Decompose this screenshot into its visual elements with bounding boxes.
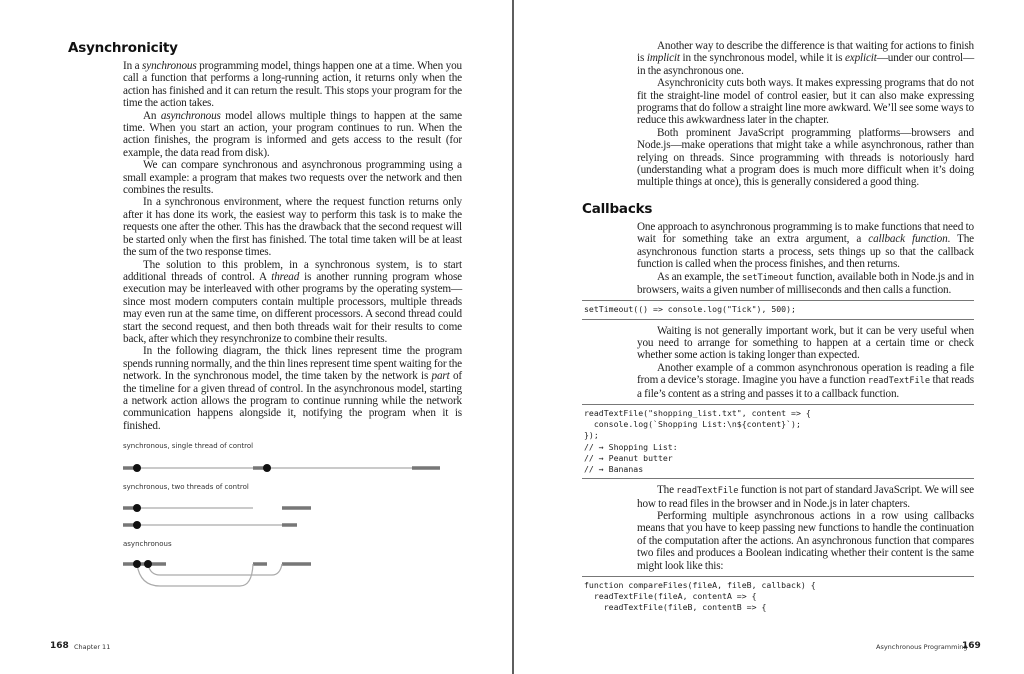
paragraph: An asynchronous model allows multiple things to happen at the same time. When you start an action, your program continues to run. When the action finishes, the program is informed and gets access to the result (for example, the data read from disk). [123,109,462,159]
page-number-right: 169 [962,641,981,651]
diagram-label-single-thread: synchronous, single thread of control [123,442,254,451]
right-body-top [637,40,974,189]
left-page-flow [68,40,462,630]
paragraph: Another example of a common asynchronous operation is reading a file from a device’s storage. Imagine you have a function readTextFile that reads a file’s content as a string and passes it to a callback function. [637,361,974,400]
right-page-flow [582,40,974,630]
paragraph: Performing multiple asynchronous actions in a row using callbacks means that you have to keep passing new functions to handle the continuation of the computation after the actions. An asynchronous function that compares two files and produces a Boolean indicating whether their content is the same might look like this: [637,509,974,572]
timeline-asynchronous [123,560,311,586]
chapter-label: Chapter 11 [74,643,111,651]
paragraph: In a synchronous programming model, things happen one at a time. When you call a function that performs a long-running action, it returns only when the action has finished and it can return the result. This stops your program for the time the action takes. [123,60,462,110]
timeline-single-thread [123,464,440,472]
code-block-readtextfile: readTextFile("shopping_list.txt", content => { console.log(`Shopping List:\n${content}`); }); // → Shopping List: // → Peanut butter // → Bananas [582,404,974,479]
right-page [514,0,1024,674]
paragraph: We can compare synchronous and asynchronous programming using a small example: a program that makes two requests over the network and then combines the results. [123,159,462,197]
diagram-label-two-threads: synchronous, two threads of control [123,483,249,492]
paragraph: The readTextFile function is not part of standard JavaScript. We will see how to read files in the browser and in Node.js in later chapters. [637,484,974,510]
paragraph: Asynchronicity cuts both ways. It makes expressing programs that do not fit the straight-line model of control easier, but it can also make expressing programs that do follow a straight line more awkward. We’ll see some ways to reduce this awkwardness later in the chapter. [637,77,974,127]
page-number-left: 168 [50,641,69,651]
callbacks-body-1 [637,221,974,296]
callbacks-body-2 [637,325,974,400]
section-heading-callbacks: Callbacks [582,200,653,217]
section-heading-asynchronicity: Asynchronicity [68,40,178,56]
diagram-label-asynchronous: asynchronous [123,540,172,549]
paragraph: In a synchronous environment, where the request function returns only after it has done its work, the easiest way to perform this task is to make the requests one after the other. This has the drawback that the second request will be started only when the first has finished. The total time taken will be at least the sum of the two response times. [123,196,462,259]
timeline-diagram-area [123,442,462,592]
paragraph: Another way to describe the difference is that waiting for actions to finish is implicit in the synchronous model, while it is explicit—under our control—in the asynchronous one. [637,40,975,77]
code-block-settimeout: setTimeout(() => console.log("Tick"), 500); [582,300,974,319]
code-block-comparefiles: function compareFiles(fileA, fileB, callback) { readTextFile(fileA, contentA => { readTextFile(fileB, contentB => { [582,576,974,617]
callbacks-body-3 [637,484,974,572]
paragraph: Waiting is not generally important work, but it can be very useful when you need to arrange for something to happen at a certain time or check whether some action is taking longer than expected. [637,324,974,362]
left-body-text [123,60,462,432]
paragraph: In the following diagram, the thick lines represent time the program spends running normally, and the thin lines represent time spent waiting for the network. In the synchronous model, the time taken by the network is part of the timeline for a given thread of control. In the asynchronous model, starting a network action allows the program to continue running while the network communication happens alongside it, notifying the program when it is finished. [123,345,462,432]
timeline-diagram [123,442,463,592]
paragraph: Both prominent JavaScript programming platforms—browsers and Node.js—make operations that might take a while asynchronous, rather than relying on threads. Since programming with threads is notoriously hard (understanding what a program does is much more difficult when it’s doing multiple things at once), this is generally considered a good thing. [637,126,974,189]
section-label: Asynchronous Programming [876,643,968,651]
timeline-two-threads [123,504,311,529]
paragraph: As an example, the setTimeout function, available both in Node.js and in browsers, waits a given number of milliseconds and then calls a function. [637,270,974,296]
paragraph: One approach to asynchronous programming is to make functions that need to wait for something take an extra argument, a callback function. The asynchronous function starts a process, sets things up so that the callback function is called when the process finishes, and then returns. [637,220,974,271]
section-spacer [582,189,974,201]
paragraph: The solution to this problem, in a synchronous system, is to start additional threads of control. A thread is another running program whose execution may be interleaved with other programs by the operating system—since most modern computers contain multiple processors, multiple threads may even run at the same time, on different processors. A second thread could start the second request, and then both threads wait for their results to come back, after which they resynchronize to combine their results. [123,258,462,345]
